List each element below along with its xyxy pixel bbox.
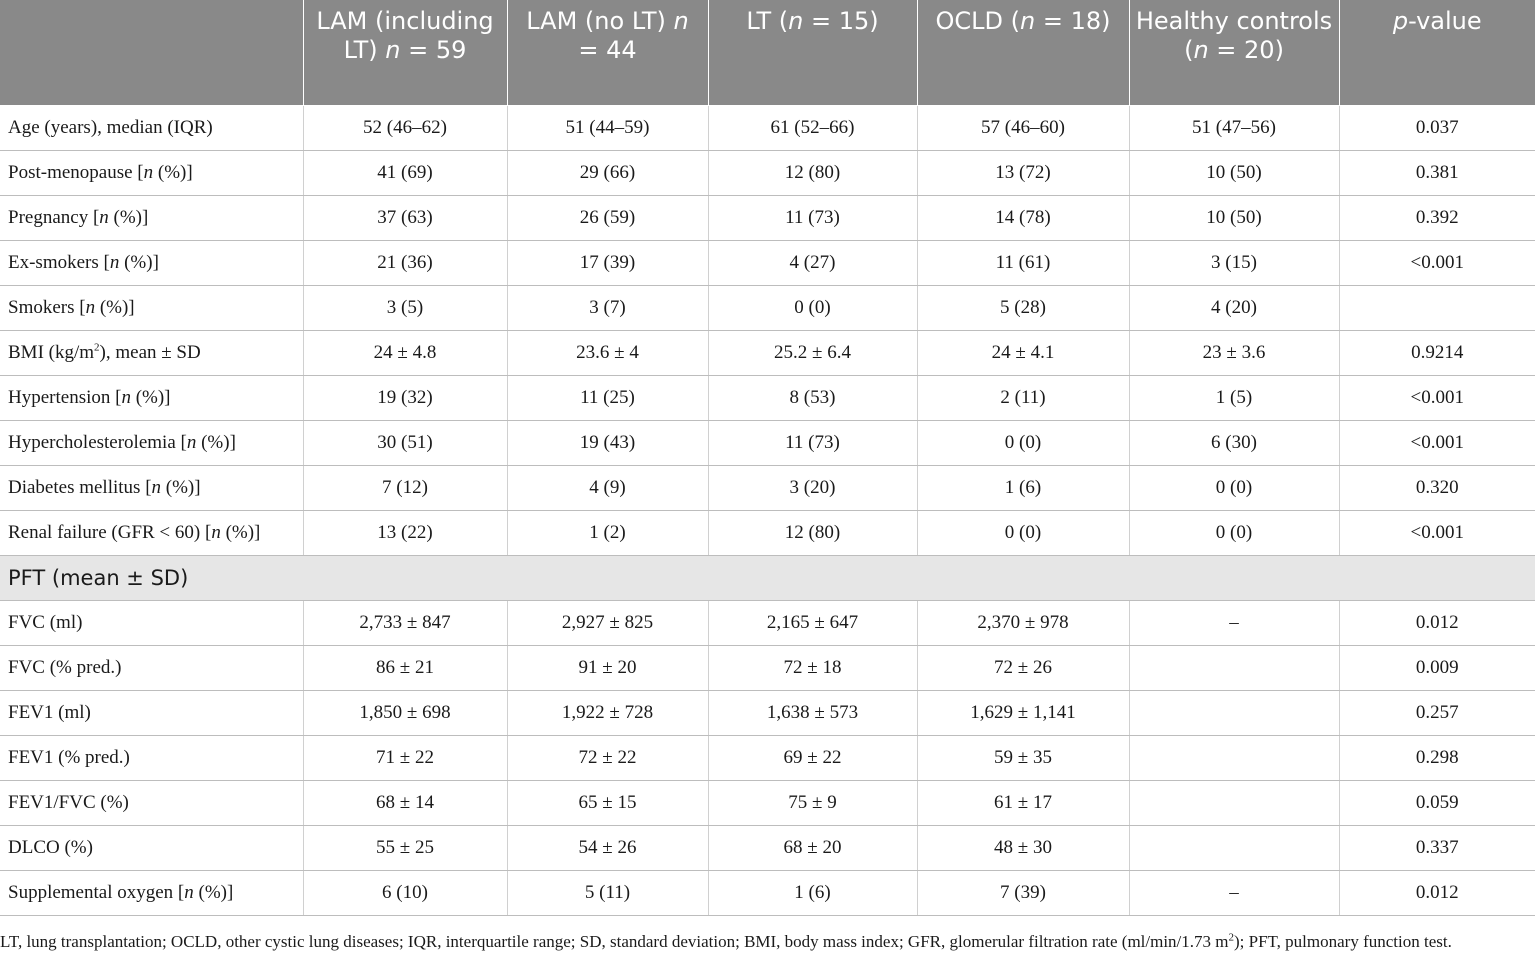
cell-lt: 3 (20) [708, 465, 917, 510]
text-run: Ex-smokers [ [8, 251, 110, 273]
cell-ocld: 0 (0) [917, 420, 1129, 465]
row-label [0, 690, 303, 735]
cell-ocld: 1 (6) [917, 465, 1129, 510]
text-run: n [184, 881, 194, 903]
text-run: = 44 [578, 36, 637, 64]
text-run: = 59 [400, 36, 467, 64]
table-header [0, 0, 1535, 105]
text-run: Pregnancy [ [8, 206, 100, 228]
table-row [0, 195, 1535, 240]
cell-lam-no-lt: 54 ± 26 [507, 825, 708, 870]
cell-lam-including-lt: 1,850 ± 698 [303, 690, 507, 735]
cell-lam-no-lt: 17 (39) [507, 240, 708, 285]
cell-lam-including-lt: 7 (12) [303, 465, 507, 510]
header-row [0, 0, 1535, 105]
text-run: n [85, 296, 96, 318]
row-label [0, 870, 303, 915]
cell-lt: 4 (27) [708, 240, 917, 285]
cell-p-value: 0.009 [1339, 645, 1535, 690]
text-run: OCLD ( [935, 7, 1020, 35]
cell-p-value: 0.012 [1339, 870, 1535, 915]
text-run: (%)] [193, 881, 234, 903]
table-row [0, 420, 1535, 465]
cell-ocld: 24 ± 4.1 [917, 330, 1129, 375]
cell-lt: 11 (73) [708, 420, 917, 465]
cell-healthy-controls: 51 (47–56) [1129, 105, 1339, 150]
cell-lam-no-lt: 1,922 ± 728 [507, 690, 708, 735]
text-run: Hypertension [ [8, 386, 122, 408]
cell-lam-no-lt: 19 (43) [507, 420, 708, 465]
cell-lam-no-lt: 65 ± 15 [507, 780, 708, 825]
text-run: n [99, 206, 109, 228]
cell-lt: 68 ± 20 [708, 825, 917, 870]
row-label [0, 330, 303, 375]
cell-lt: 0 (0) [708, 285, 917, 330]
text-run: 2 [94, 341, 100, 354]
cell-ocld: 0 (0) [917, 510, 1129, 555]
cell-lam-including-lt: 52 (46–62) [303, 105, 507, 150]
text-run: n [673, 7, 689, 35]
cell-p-value: 0.012 [1339, 600, 1535, 645]
cell-lam-no-lt: 1 (2) [507, 510, 708, 555]
text-run: FEV1 (% pred.) [8, 746, 130, 768]
column-header-healthy-controls [1129, 0, 1339, 105]
text-run: Smokers [ [8, 296, 86, 318]
cell-p-value: 0.9214 [1339, 330, 1535, 375]
cell-lam-including-lt: 2,733 ± 847 [303, 600, 507, 645]
text-run: LT, lung transplantation; OCLD, other cystic lung diseases; IQR, interquartile range; SD, standard deviation; BMI, body mass index; GFR, glomerular filtration rate (ml/min/1.73 m [0, 932, 1229, 951]
cell-lt: 12 (80) [708, 510, 917, 555]
text-run: n [1193, 36, 1209, 64]
cell-healthy-controls: 10 (50) [1129, 195, 1339, 240]
cell-healthy-controls: 10 (50) [1129, 150, 1339, 195]
row-label [0, 420, 303, 465]
text-run: (%)] [161, 476, 201, 498]
text-run: n [211, 521, 221, 543]
row-label [0, 645, 303, 690]
cell-lam-including-lt: 19 (32) [303, 375, 507, 420]
cell-lam-including-lt: 13 (22) [303, 510, 507, 555]
cell-lt: 75 ± 9 [708, 780, 917, 825]
text-run: n [385, 36, 401, 64]
row-label [0, 285, 303, 330]
cell-lt: 61 (52–66) [708, 105, 917, 150]
cell-ocld: 13 (72) [917, 150, 1129, 195]
text-run: = 20) [1208, 36, 1284, 64]
text-run: DLCO (%) [8, 836, 93, 858]
cell-ocld: 57 (46–60) [917, 105, 1129, 150]
row-label [0, 375, 303, 420]
cell-lt: 72 ± 18 [708, 645, 917, 690]
cell-healthy-controls [1129, 825, 1339, 870]
cell-ocld: 7 (39) [917, 870, 1129, 915]
row-label [0, 780, 303, 825]
cell-healthy-controls: 3 (15) [1129, 240, 1339, 285]
text-run: LT ( [746, 7, 789, 35]
text-run: (%)] [119, 251, 159, 273]
cell-p-value: <0.001 [1339, 510, 1535, 555]
cell-lt: 1 (6) [708, 870, 917, 915]
cell-lam-including-lt: 86 ± 21 [303, 645, 507, 690]
cell-p-value: 0.320 [1339, 465, 1535, 510]
table-row [0, 690, 1535, 735]
table-row [0, 375, 1535, 420]
cell-lt: 12 (80) [708, 150, 917, 195]
column-header-row-label [0, 0, 303, 105]
cell-p-value: <0.001 [1339, 240, 1535, 285]
text-run: = 18) [1035, 7, 1111, 35]
text-run: LAM (including LT) [316, 7, 494, 64]
cell-p-value [1339, 285, 1535, 330]
text-run: n [788, 7, 804, 35]
cell-healthy-controls [1129, 690, 1339, 735]
table-row [0, 240, 1535, 285]
cell-lam-including-lt: 3 (5) [303, 285, 507, 330]
table-row [0, 600, 1535, 645]
table-row [0, 465, 1535, 510]
table-row [0, 825, 1535, 870]
text-run: n [1020, 7, 1036, 35]
cell-ocld: 72 ± 26 [917, 645, 1129, 690]
row-label [0, 600, 303, 645]
text-run: Hypercholesterolemia [ [8, 431, 187, 453]
cell-lam-including-lt: 24 ± 4.8 [303, 330, 507, 375]
row-label [0, 195, 303, 240]
text-run: 2 [1228, 931, 1235, 944]
cell-ocld: 59 ± 35 [917, 735, 1129, 780]
table-row [0, 285, 1535, 330]
text-run: BMI (kg/m [8, 341, 95, 363]
cell-lam-including-lt: 41 (69) [303, 150, 507, 195]
cell-ocld: 61 ± 17 [917, 780, 1129, 825]
row-label [0, 465, 303, 510]
column-header-lam-including-lt [303, 0, 507, 105]
table-footnote [0, 930, 1530, 954]
cell-lam-including-lt: 21 (36) [303, 240, 507, 285]
cell-p-value: <0.001 [1339, 420, 1535, 465]
cell-lt: 8 (53) [708, 375, 917, 420]
cell-lam-no-lt: 26 (59) [507, 195, 708, 240]
cell-lam-no-lt: 2,927 ± 825 [507, 600, 708, 645]
cell-lt: 2,165 ± 647 [708, 600, 917, 645]
cell-p-value: 0.298 [1339, 735, 1535, 780]
cell-lam-no-lt: 91 ± 20 [507, 645, 708, 690]
cell-healthy-controls: – [1129, 870, 1339, 915]
cell-p-value: 0.392 [1339, 195, 1535, 240]
cell-healthy-controls: 1 (5) [1129, 375, 1339, 420]
text-run: Renal failure (GFR < 60) [ [8, 521, 212, 543]
cell-healthy-controls [1129, 645, 1339, 690]
cell-lt: 25.2 ± 6.4 [708, 330, 917, 375]
text-run: Healthy controls ( [1135, 7, 1333, 64]
row-label [0, 150, 303, 195]
text-run: (%)] [95, 296, 135, 318]
text-run: p [1392, 7, 1409, 35]
text-run: FEV1/FVC (%) [8, 791, 129, 813]
table-row [0, 870, 1535, 915]
text-run: (%)] [108, 206, 149, 228]
cell-ocld: 2 (11) [917, 375, 1129, 420]
cell-lam-including-lt: 30 (51) [303, 420, 507, 465]
row-label [0, 735, 303, 780]
section-row [0, 555, 1535, 600]
cell-ocld: 14 (78) [917, 195, 1129, 240]
text-run: FVC (% pred.) [8, 656, 122, 678]
cell-lt: 1,638 ± 573 [708, 690, 917, 735]
cell-p-value: 0.059 [1339, 780, 1535, 825]
text-run: Age (years), median (IQR) [8, 116, 213, 138]
section-label: PFT (mean ± SD) [0, 555, 1535, 600]
column-header-lt [708, 0, 917, 105]
cell-lam-including-lt: 6 (10) [303, 870, 507, 915]
text-run: ), mean ± SD [99, 341, 201, 363]
cell-lam-including-lt: 71 ± 22 [303, 735, 507, 780]
cell-p-value: 0.337 [1339, 825, 1535, 870]
text-run: n [109, 251, 120, 273]
table-row [0, 330, 1535, 375]
cell-lam-no-lt: 23.6 ± 4 [507, 330, 708, 375]
text-run: n [186, 431, 197, 453]
cell-p-value: <0.001 [1339, 375, 1535, 420]
cell-healthy-controls: 0 (0) [1129, 510, 1339, 555]
table-row [0, 105, 1535, 150]
text-run: LAM (no LT) [526, 7, 674, 35]
cell-healthy-controls [1129, 735, 1339, 780]
cell-lam-no-lt: 51 (44–59) [507, 105, 708, 150]
text-run: Post-menopause [ [8, 161, 144, 183]
table-row [0, 780, 1535, 825]
text-run: FVC (ml) [8, 611, 83, 633]
cell-healthy-controls: 6 (30) [1129, 420, 1339, 465]
row-label [0, 825, 303, 870]
cell-ocld: 48 ± 30 [917, 825, 1129, 870]
text-run: (%)] [130, 386, 171, 408]
text-run: Diabetes mellitus [ [8, 476, 152, 498]
text-run: -value [1408, 7, 1482, 35]
table-row [0, 150, 1535, 195]
cell-healthy-controls: 0 (0) [1129, 465, 1339, 510]
cell-lam-including-lt: 68 ± 14 [303, 780, 507, 825]
text-run: Supplemental oxygen [ [8, 881, 185, 903]
text-run: (%)] [196, 431, 236, 453]
text-run: n [151, 476, 162, 498]
cell-healthy-controls: 23 ± 3.6 [1129, 330, 1339, 375]
text-run: FEV1 (ml) [8, 701, 91, 723]
column-header-lam-no-lt [507, 0, 708, 105]
cell-healthy-controls [1129, 780, 1339, 825]
text-run: (%)] [220, 521, 261, 543]
cell-ocld: 11 (61) [917, 240, 1129, 285]
cell-p-value: 0.381 [1339, 150, 1535, 195]
cell-lam-no-lt: 11 (25) [507, 375, 708, 420]
column-header-p-value [1339, 0, 1535, 105]
row-label [0, 510, 303, 555]
cell-ocld: 2,370 ± 978 [917, 600, 1129, 645]
cell-p-value: 0.257 [1339, 690, 1535, 735]
cell-lam-no-lt: 5 (11) [507, 870, 708, 915]
table-body [0, 105, 1535, 915]
cell-lam-no-lt: 3 (7) [507, 285, 708, 330]
cell-lam-no-lt: 4 (9) [507, 465, 708, 510]
cell-p-value: 0.037 [1339, 105, 1535, 150]
table-row [0, 645, 1535, 690]
cell-lam-no-lt: 72 ± 22 [507, 735, 708, 780]
cell-healthy-controls: – [1129, 600, 1339, 645]
text-run: ); PFT, pulmonary function test. [1234, 932, 1452, 951]
table-row [0, 510, 1535, 555]
text-run: (%)] [153, 161, 193, 183]
cell-lam-including-lt: 55 ± 25 [303, 825, 507, 870]
cell-ocld: 5 (28) [917, 285, 1129, 330]
text-run: n [143, 161, 154, 183]
column-header-ocld [917, 0, 1129, 105]
cell-lt: 69 ± 22 [708, 735, 917, 780]
cell-lt: 11 (73) [708, 195, 917, 240]
text-run: = 15) [803, 7, 879, 35]
row-label [0, 240, 303, 285]
text-run: n [121, 386, 131, 408]
cell-lam-no-lt: 29 (66) [507, 150, 708, 195]
row-label [0, 105, 303, 150]
cell-lam-including-lt: 37 (63) [303, 195, 507, 240]
cell-ocld: 1,629 ± 1,141 [917, 690, 1129, 735]
cell-healthy-controls: 4 (20) [1129, 285, 1339, 330]
table-row [0, 735, 1535, 780]
